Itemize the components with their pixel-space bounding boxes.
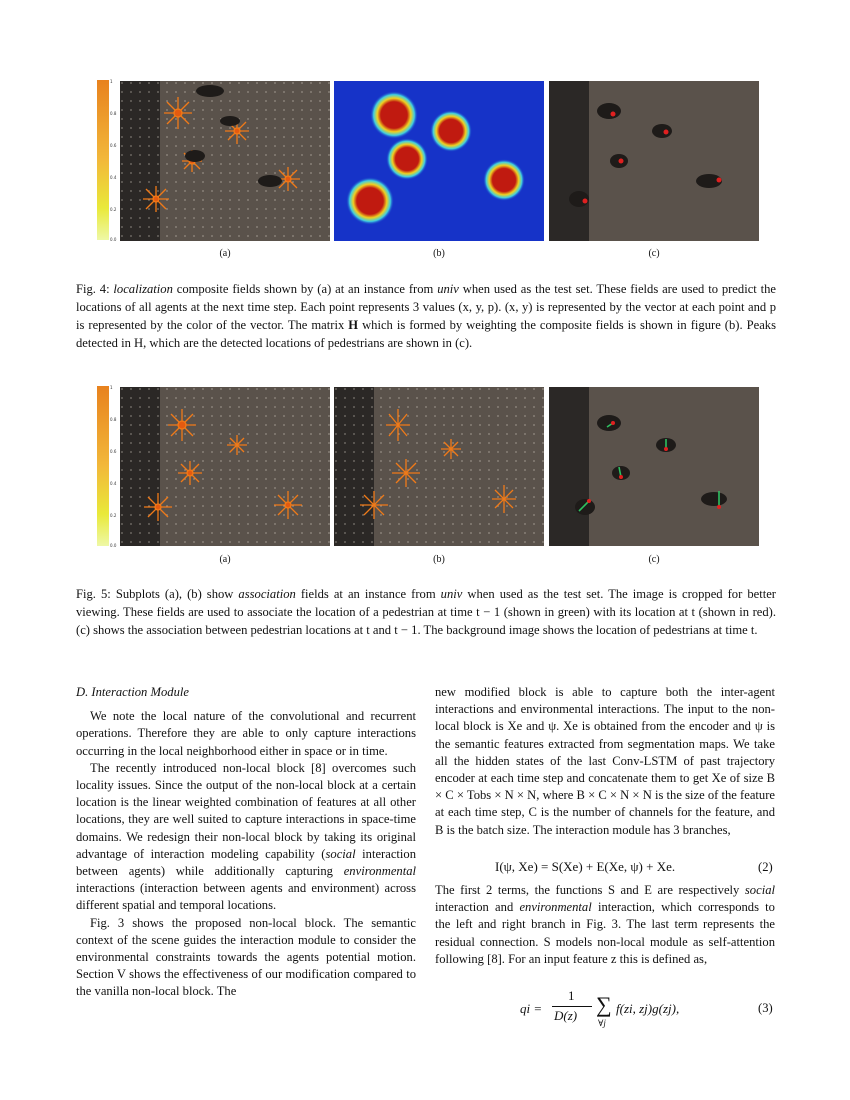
fig5-sublabel-b: (b) bbox=[433, 554, 445, 565]
eq3-frac-bar bbox=[552, 1006, 592, 1007]
cbar-tick: 0.8 bbox=[110, 417, 117, 422]
eq3-sum: ∑ bbox=[596, 992, 612, 1017]
fig5c-svg bbox=[549, 387, 759, 546]
caption-text: fields at an instance from bbox=[300, 587, 436, 601]
text: interaction between agents) while additionally capturing bbox=[76, 846, 416, 879]
eq3-sum-sub: ∀j bbox=[598, 1018, 606, 1028]
right-column bbox=[435, 684, 775, 839]
fig4-sublabel-b: (b) bbox=[433, 248, 445, 259]
caption-matrix: H bbox=[348, 318, 359, 332]
figure-5 bbox=[0, 380, 850, 580]
text: interaction and bbox=[435, 900, 520, 915]
paragraph bbox=[76, 760, 416, 915]
text: The recently introduced non-local block [8] overcomes such locality issues. Since the output of the non-local block at a certain location is the linear weighted combination of features at all other locations, they are well suited to capture interactions in space-time domains. We redesign their non-local block by taking its original advantage of interaction modeling capability ( bbox=[76, 760, 416, 861]
cbar-tick: 0.4 bbox=[110, 175, 117, 180]
paragraph: Fig. 3 shows the proposed non-local block. The semantic context of the scene guides the interaction module to consider the environmental constraints towards the agents potential motion. Section V shows the effectiveness of our modification compared to the vanilla non-local block. The bbox=[76, 915, 416, 999]
cbar-tick: 0.6 bbox=[110, 449, 117, 454]
cbar-tick: 0.8 bbox=[110, 111, 117, 116]
cbar-tick: 0.2 bbox=[110, 513, 117, 518]
cbar-tick: 0.6 bbox=[110, 143, 117, 148]
right-column-cont bbox=[435, 882, 775, 968]
colorbar-fig4 bbox=[97, 80, 109, 240]
cbar-tick: 0.2 bbox=[110, 207, 117, 212]
colorbar-fig5 bbox=[97, 386, 109, 546]
paragraph bbox=[435, 882, 775, 968]
equation-2-number: (2) bbox=[758, 860, 773, 874]
paragraph: We note the local nature of the convolutional and recurrent operations. Therefore they are able to only capture interactions occurring in the local neighborhood either in space or in time. bbox=[76, 709, 416, 758]
fig4b-svg bbox=[334, 81, 544, 241]
eq3-lhs: qi = bbox=[520, 1001, 543, 1016]
fig5-panel-a-association bbox=[120, 387, 330, 546]
caption-text: Subplots (a), (b) show bbox=[115, 587, 234, 601]
left-column bbox=[76, 684, 416, 1001]
fig4-caption bbox=[76, 280, 776, 352]
text-italic: social bbox=[744, 883, 775, 897]
fig4-sublabel-a: (a) bbox=[219, 248, 231, 259]
equation-2: I(ψ, Xe) = S(Xe) + E(Xe, ψ) + Xe. bbox=[495, 859, 676, 874]
caption-text: when used as the test set. These fields are used to predict the locations of all agents at the next time step. Each point represents 3 values (x, y, p). (x, y) is represented by the vector at each point and p is represented by the color of the vector. The matrix bbox=[76, 282, 777, 332]
caption-text: which is formed by weighting the composite fields is shown in figure (b). Peaks detected in H, which are the detected locations of pedestrians are shown in (c). bbox=[76, 318, 776, 350]
cbar-tick: 1 bbox=[110, 79, 113, 84]
text: interactions (interaction between agents and environment) across different spatial and temporal locations. bbox=[76, 881, 416, 913]
fig4-panel-a-vector-field bbox=[120, 81, 330, 241]
text-italic: environmental bbox=[343, 864, 416, 879]
fig5-sublabel-c: (c) bbox=[648, 554, 660, 565]
paragraph: new modified block is able to capture both the inter-agent interactions and environmental interactions. The input to the non-local block is Xe and ψ. Xe is obtained from the encoder and ψ is the semantic features extracted from segmentation maps. We take all the hidden states of the last Conv-LSTM of past trajectory encoder at each time step and concatenate them to get Xe of size B × C × Tobs × N × N, where B × C × N × N is the size of the feature at each time step, C is the number of channels for the feature, and B is the batch size. The interaction module has 3 branches, bbox=[435, 685, 775, 837]
caption-text: composite fields shown by (a) at an instance from bbox=[176, 282, 434, 296]
fig4-panel-c-detections bbox=[549, 81, 759, 241]
caption-dataset: univ bbox=[440, 587, 463, 601]
fig4c-svg bbox=[549, 81, 759, 241]
caption-term: localization bbox=[113, 282, 173, 296]
cbar-tick: 0.0 bbox=[110, 543, 117, 548]
cbar-tick: 0.0 bbox=[110, 237, 117, 242]
caption-dataset: univ bbox=[437, 282, 459, 296]
caption-text: when used as the test set. The image is cropped for better viewing. These fields are used to associate the location of a pedestrian at time t − 1 (shown in green) with its location at t (shown in red). (c) shows the association between pedestrian locations at t and t − 1. The background image shows the location of pedestrians at time t. bbox=[76, 587, 776, 637]
text: interaction, which corresponds to the left and right branch in Fig. 3. The last term represents the residual connection. S models non-local module as self-attention following [8]. For an input feature z this is defined as, bbox=[435, 900, 775, 966]
cbar-tick: 0.4 bbox=[110, 481, 117, 486]
fig5-sublabel-a: (a) bbox=[219, 554, 231, 565]
section-heading: D. Interaction Module bbox=[76, 685, 189, 699]
equation-3 bbox=[520, 988, 720, 1032]
fig5b-svg bbox=[334, 387, 544, 546]
text: The first 2 terms, the functions S and E are respectively bbox=[435, 883, 745, 897]
fig5-caption bbox=[76, 585, 776, 639]
fig5-panel-c-trajectories bbox=[549, 387, 759, 546]
fig4a-svg bbox=[120, 81, 330, 241]
fig4-sublabel-c: (c) bbox=[648, 248, 660, 259]
eq3-frac-num: 1 bbox=[568, 988, 575, 1003]
eq3-frac-den: D(z) bbox=[554, 1008, 578, 1023]
fig5a-svg bbox=[120, 387, 330, 546]
equation-3-number: (3) bbox=[758, 1001, 773, 1015]
eq3-rhs: f(zi, zj)g(zj), bbox=[616, 1001, 680, 1016]
fig5-panel-b-association bbox=[334, 387, 544, 546]
fig4-panel-b-heatmap bbox=[334, 81, 544, 241]
caption-label: Fig. 4: bbox=[76, 282, 110, 296]
caption-term: association bbox=[238, 587, 296, 601]
cbar-tick: 1 bbox=[110, 385, 113, 390]
text-italic: environmental bbox=[519, 900, 592, 915]
caption-label: Fig. 5: bbox=[76, 587, 111, 601]
text-italic: social bbox=[325, 846, 356, 861]
